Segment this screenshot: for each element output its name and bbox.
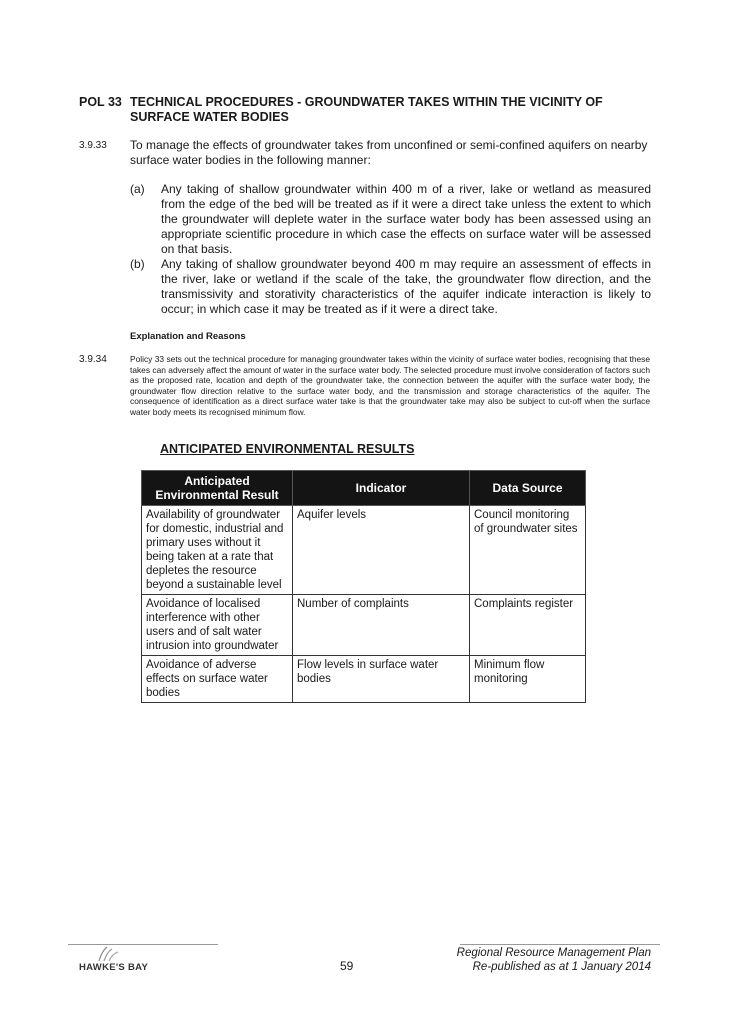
item-a-label: (a)	[130, 182, 145, 196]
table-cell: Minimum flow monitoring	[470, 656, 586, 703]
results-table	[141, 470, 586, 703]
table-row	[142, 595, 586, 656]
item-a-text: Any taking of shallow groundwater within 400 m of a river, lake or wetland as measured from the edge of the bed will be treated as if it were a direct take unless the extent to which the groundwater will deplete water in the surface water body has been assessed using an appropriate scientific procedure in which case the effects on surface water will be assessed on that basis.	[161, 182, 651, 256]
paragraph-number-3933: 3.9.33	[79, 140, 107, 151]
explanation-text: Policy 33 sets out the technical procedure for managing groundwater takes within the vicinity of surface water bodies, recognising that these takes can adversely affect the amount of water in the surface water body. The selected procedure must involve consideration of factors such as the proposed rate, location and depth of the groundwater take, the connection between the aquifer with the surface water body, the groundwater flow direction relative to the surface water body, and the transmission and storage characteristics of the aquifer. The consequence of identification as a direct surface water take is that the groundwater take may also be subject to cut-off when the surface water body meets its recognised minimum flow.	[130, 354, 650, 417]
logo-mark-icon	[93, 945, 133, 963]
item-b-label: (b)	[130, 257, 145, 271]
explanation-heading: Explanation and Reasons	[130, 331, 246, 342]
table-cell: Complaints register	[470, 595, 586, 656]
table-cell: Flow levels in surface water bodies	[293, 656, 470, 703]
table-cell: Number of complaints	[293, 595, 470, 656]
footer-doc-edition: Re-published as at 1 January 2014	[472, 961, 651, 973]
results-heading: ANTICIPATED ENVIRONMENTAL RESULTS	[160, 442, 415, 456]
item-b-text: Any taking of shallow groundwater beyond 400 m may require an assessment of effects in the river, lake or wetland if the scale of the take, the groundwater flow direction, and the transmissivity and storativity characteristics of the aquifer indicate interaction is likely to occur; in which case it may be treated as if it were a direct take.	[161, 257, 651, 316]
table-row	[142, 506, 586, 595]
table-cell: Availability of groundwater for domestic, industrial and primary uses without it being taken at a rate that depletes the resource beyond a sustainable level	[142, 506, 293, 595]
footer-doc-title: Regional Resource Management Plan	[456, 947, 651, 959]
section-title: TECHNICAL PROCEDURES - GROUNDWATER TAKES WITHIN THE VICINITY OF SURFACE WATER BODIES	[130, 95, 603, 124]
footer-divider-right	[460, 944, 660, 945]
section-number: POL 33	[79, 95, 122, 109]
table-cell: Avoidance of adverse effects on surface water bodies	[142, 656, 293, 703]
paragraph-text-3933: To manage the effects of groundwater takes from unconfined or semi-confined aquifers on nearby surface water bodies in the following manner:	[130, 138, 648, 167]
table-header-row	[142, 471, 586, 506]
column-header: Anticipated Environmental Result	[142, 471, 293, 506]
table-cell: Council monitoring of groundwater sites	[470, 506, 586, 595]
logo-text: HAWKE'S BAY	[79, 962, 149, 973]
table-row	[142, 656, 586, 703]
table-cell: Avoidance of localised interference with other users and of salt water intrusion into groundwater	[142, 595, 293, 656]
column-header: Data Source	[470, 471, 586, 506]
page-number: 59	[340, 959, 354, 973]
column-header: Indicator	[293, 471, 470, 506]
table-cell: Aquifer levels	[293, 506, 470, 595]
footer-document-info	[440, 946, 651, 974]
paragraph-number-3934: 3.9.34	[79, 354, 107, 365]
